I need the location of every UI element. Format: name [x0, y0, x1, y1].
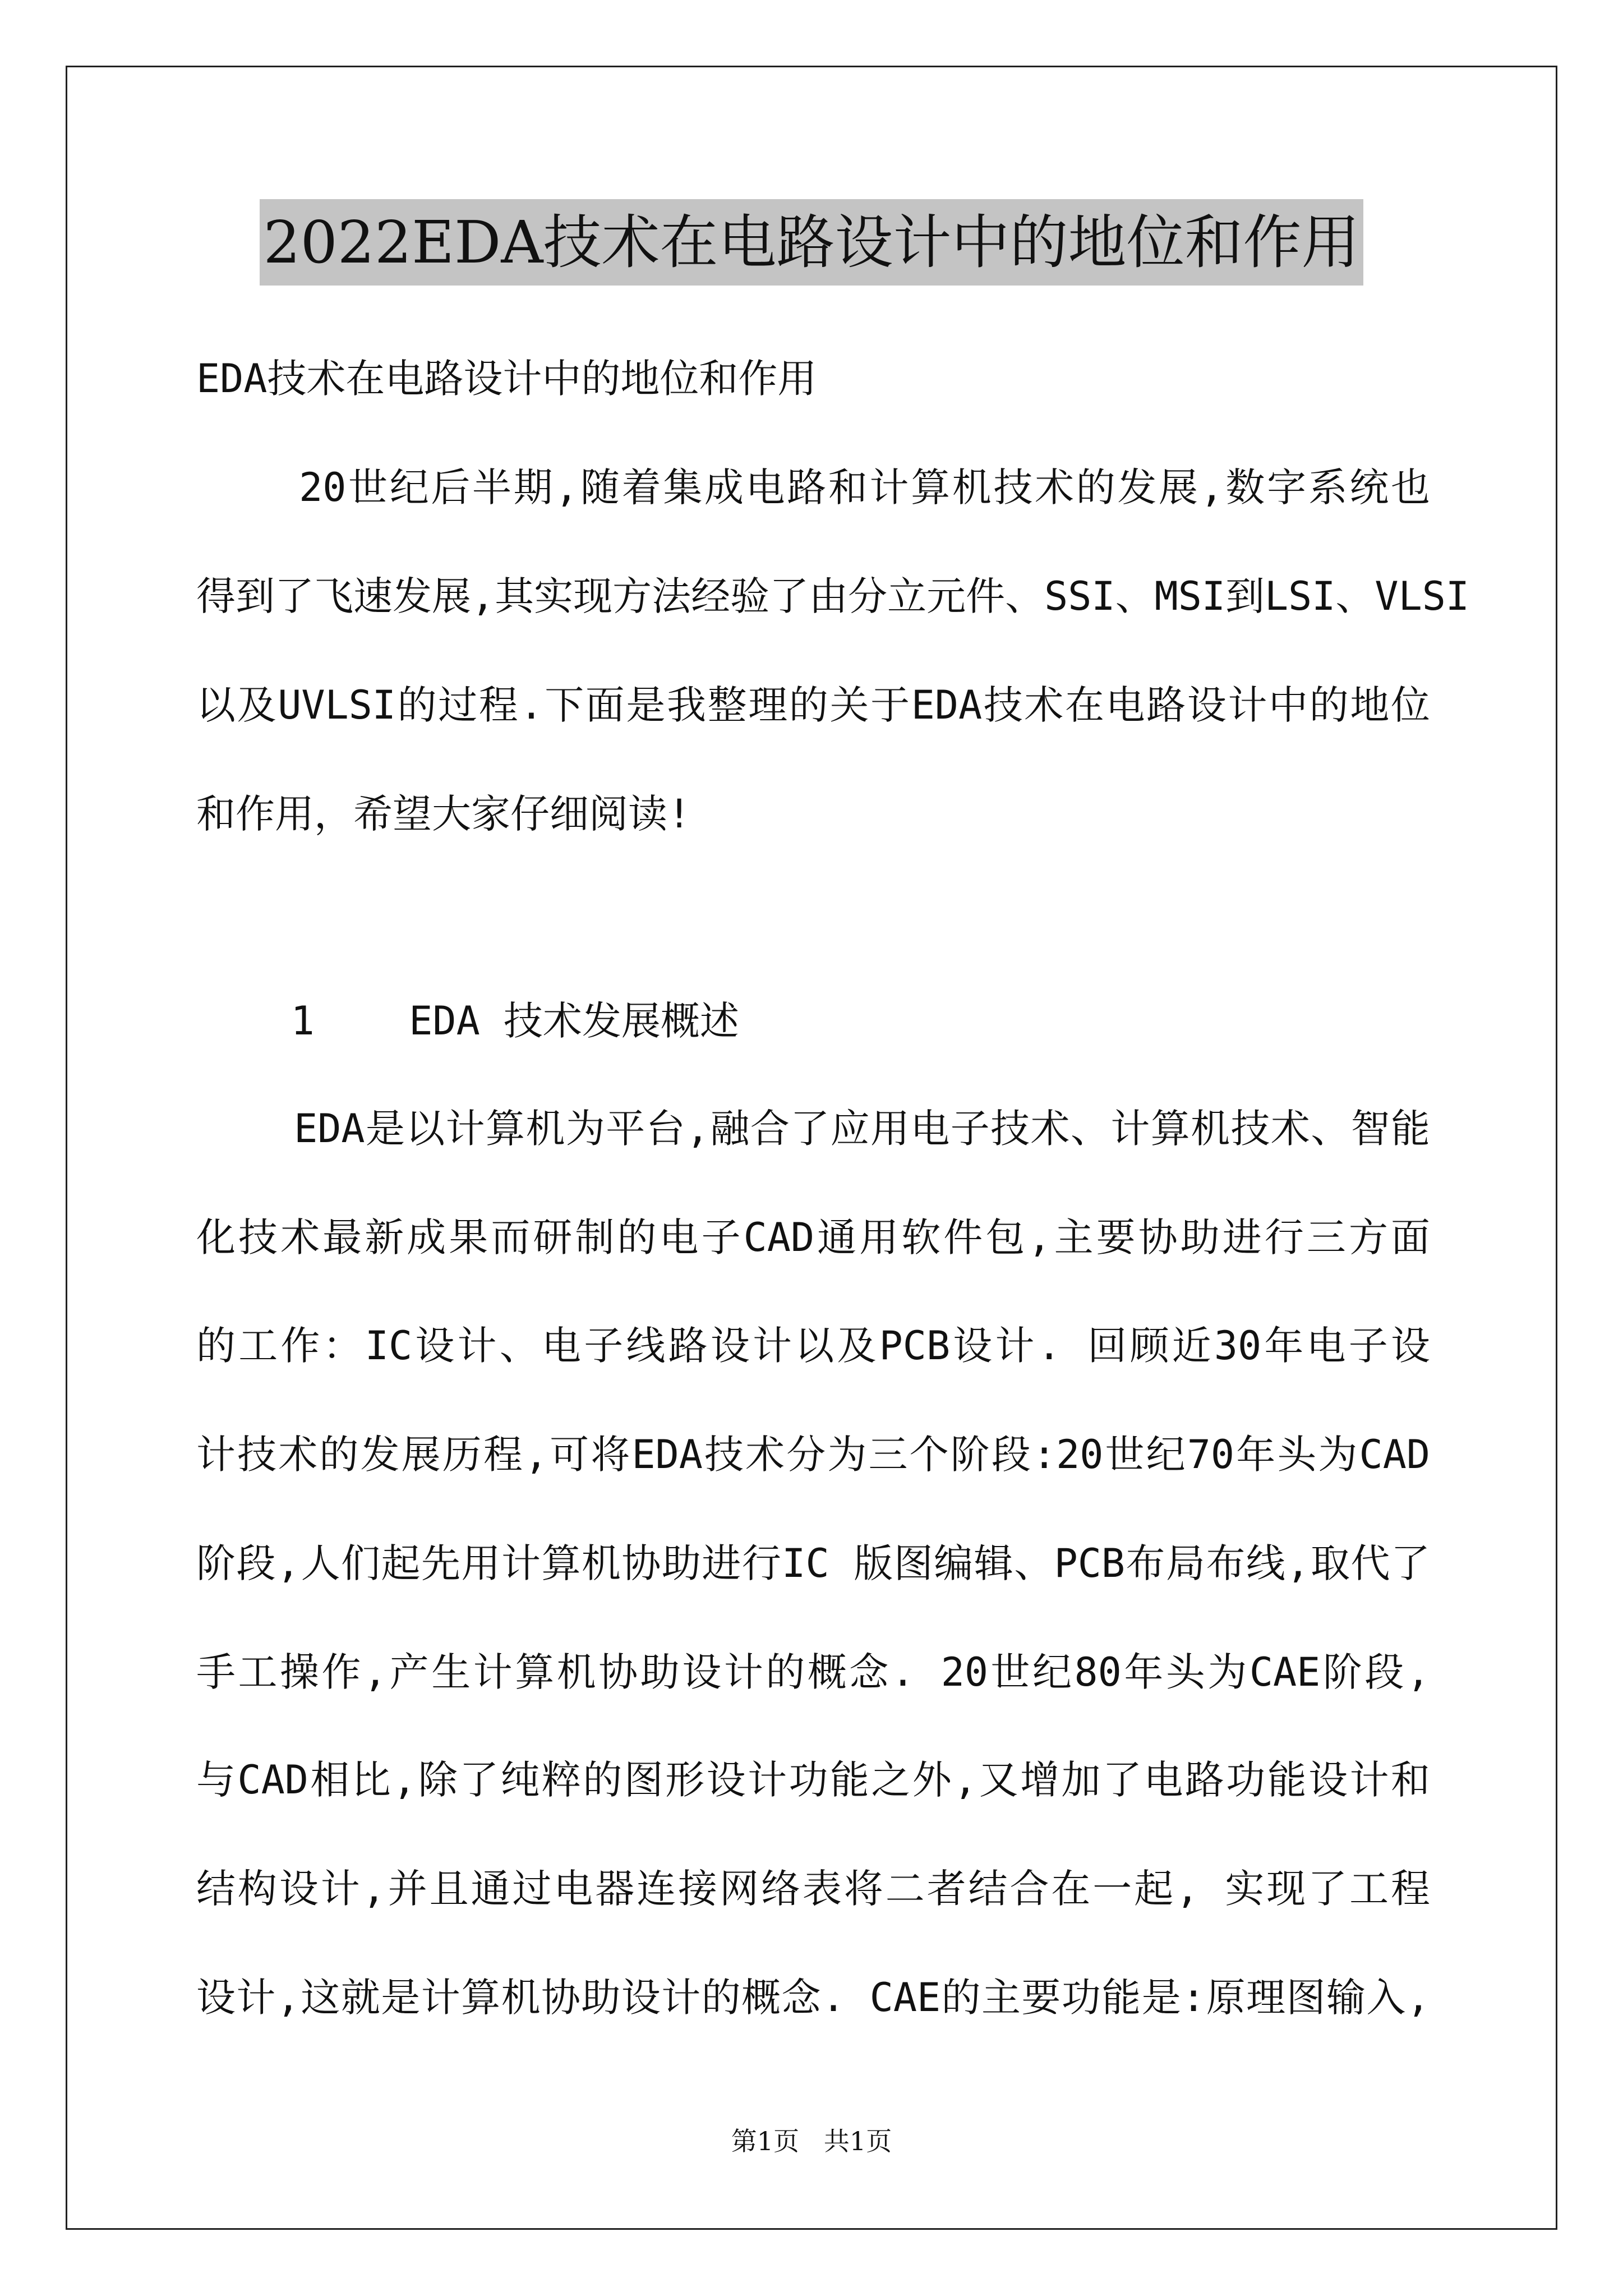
- section-heading: 1 EDA 技术发展概述: [196, 998, 739, 1044]
- paragraph-line: 和作用，希望大家仔细阅读!: [196, 791, 691, 837]
- paragraph-line: 结构设计,并且通过电器连接网络表将二者结合在一起, 实现了工程: [196, 1866, 1430, 1912]
- paragraph-line: 设计,这就是计算机协助设计的概念. CAE的主要功能是:原理图输入,: [196, 1975, 1430, 2021]
- paragraph-line: 化技术最新成果而研制的电子CAD通用软件包,主要协助进行三方面: [196, 1214, 1430, 1260]
- paragraph-line: 计技术的发展历程,可将EDA技术分为三个阶段:20世纪70年头为CAD: [196, 1432, 1430, 1478]
- paragraph-line: 的工作：IC设计、电子线路设计以及PCB设计. 回顾近30年电子设: [196, 1323, 1430, 1369]
- subtitle-line: EDA技术在电路设计中的地位和作用: [196, 356, 817, 402]
- paragraph-line: 以及UVLSI的过程.下面是我整理的关于EDA技术在电路设计中的地位: [196, 682, 1430, 728]
- title-container: [0, 199, 1623, 286]
- paragraph-line: 与CAD相比,除了纯粹的图形设计功能之外,又增加了电路功能设计和: [196, 1757, 1430, 1803]
- page-footer: 第1页 共1页: [731, 2126, 892, 2156]
- document-title: 2022EDA技术在电路设计中的地位和作用: [260, 199, 1363, 286]
- paragraph-line: 得到了飞速发展,其实现方法经验了由分立元件、SSI、MSI到LSI、VLSI: [196, 573, 1470, 619]
- paragraph-line: 阶段,人们起先用计算机协助进行IC 版图编辑、PCB布局布线,取代了: [196, 1540, 1430, 1586]
- paragraph-line: 手工操作,产生计算机协助设计的概念. 20世纪80年头为CAE阶段,: [196, 1649, 1430, 1695]
- paragraph-line: EDA是以计算机为平台,融合了应用电子技术、计算机技术、智能: [196, 1106, 1430, 1152]
- paragraph-line: 20世纪后半期,随着集成电路和计算机技术的发展,数字系统也: [196, 464, 1430, 510]
